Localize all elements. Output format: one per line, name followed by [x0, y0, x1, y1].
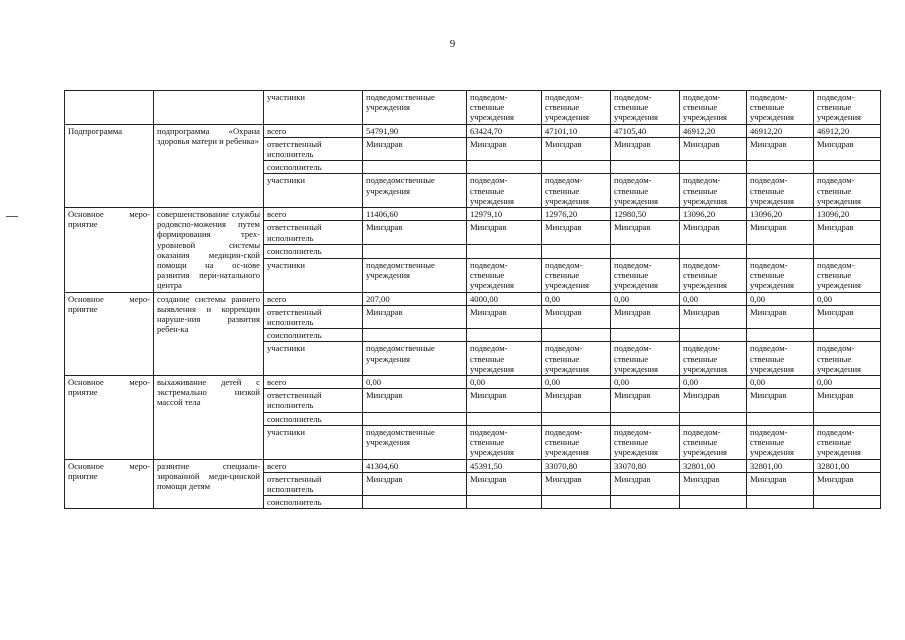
type-cell	[65, 91, 154, 125]
value-cell: 207,00	[363, 292, 467, 305]
table-row	[65, 292, 881, 305]
value-cell: подведом-ственные учреждения	[467, 342, 542, 376]
value-cell: Минздрав	[747, 137, 814, 160]
role-cell: всего	[264, 208, 363, 221]
role-cell: соисполнитель	[264, 412, 363, 425]
value-cell: Минздрав	[542, 221, 611, 245]
value-cell	[814, 161, 881, 174]
value-cell: Минздрав	[467, 221, 542, 245]
role-cell: участники	[264, 342, 363, 376]
page-number: 9	[449, 38, 456, 50]
value-cell: подведом-ственные учреждения	[814, 425, 881, 459]
value-cell: подведом-ственные учреждения	[611, 258, 680, 292]
value-cell: подведом-ственные учреждения	[680, 91, 747, 125]
value-cell	[363, 161, 467, 174]
value-cell: 0,00	[611, 292, 680, 305]
value-cell: подведом-ственные учреждения	[680, 174, 747, 208]
type-cell: Основное меро-приятие	[65, 292, 154, 375]
value-cell: Минздрав	[814, 221, 881, 245]
value-cell: подведом-ственные учреждения	[814, 342, 881, 376]
value-cell: подведом-ственные учреждения	[542, 91, 611, 125]
value-cell: 12980,50	[611, 208, 680, 221]
value-cell: подведом-ственные учреждения	[611, 425, 680, 459]
role-cell: соисполнитель	[264, 245, 363, 258]
value-cell: 46912,20	[680, 124, 747, 137]
name-cell: развитие специали-зированной меди-цинской помощи детям	[154, 459, 264, 509]
value-cell: Минздрав	[747, 472, 814, 495]
value-cell	[611, 329, 680, 342]
value-cell: 32801,00	[814, 459, 881, 472]
value-cell: подведом-ственные учреждения	[467, 258, 542, 292]
value-cell: 32801,00	[680, 459, 747, 472]
value-cell: 54791,90	[363, 124, 467, 137]
name-cell: создание системы раннего выявления и коррекции наруше-ния развития ребен-ка	[154, 292, 264, 375]
value-cell: Минздрав	[467, 305, 542, 328]
value-cell	[363, 496, 467, 509]
value-cell: 0,00	[680, 376, 747, 389]
value-cell: подведом-ственные учреждения	[542, 342, 611, 376]
value-cell: Минздрав	[747, 221, 814, 245]
value-cell: подведом-ственные учреждения	[814, 258, 881, 292]
value-cell	[747, 245, 814, 258]
value-cell	[814, 329, 881, 342]
value-cell: подведом-ственные учреждения	[542, 425, 611, 459]
table-row	[65, 376, 881, 389]
value-cell: Минздрав	[542, 389, 611, 412]
value-cell	[611, 412, 680, 425]
value-cell: подведомственные учреждения	[363, 425, 467, 459]
value-cell	[363, 329, 467, 342]
value-cell: 0,00	[467, 376, 542, 389]
program-table	[64, 90, 881, 509]
value-cell: 0,00	[747, 376, 814, 389]
value-cell: Минздрав	[680, 221, 747, 245]
value-cell: Минздрав	[363, 305, 467, 328]
type-cell: Основное меро-приятие	[65, 376, 154, 459]
value-cell: Минздрав	[611, 472, 680, 495]
value-cell: 41304,60	[363, 459, 467, 472]
value-cell: Минздрав	[814, 389, 881, 412]
value-cell	[467, 161, 542, 174]
value-cell: Минздрав	[747, 389, 814, 412]
value-cell: Минздрав	[467, 472, 542, 495]
value-cell: подведомственные учреждения	[363, 258, 467, 292]
role-cell: участники	[264, 258, 363, 292]
role-cell: участники	[264, 174, 363, 208]
role-cell: всего	[264, 292, 363, 305]
value-cell: подведом-ственные учреждения	[814, 174, 881, 208]
value-cell	[747, 412, 814, 425]
role-cell: ответственный исполнитель	[264, 305, 363, 328]
value-cell: 33070,80	[611, 459, 680, 472]
value-cell	[680, 245, 747, 258]
value-cell	[542, 161, 611, 174]
value-cell	[814, 496, 881, 509]
role-cell: ответственный исполнитель	[264, 472, 363, 495]
value-cell: Минздрав	[542, 305, 611, 328]
value-cell	[611, 245, 680, 258]
type-cell: Основное меро-приятие	[65, 208, 154, 293]
role-cell: соисполнитель	[264, 496, 363, 509]
value-cell	[680, 412, 747, 425]
value-cell	[747, 329, 814, 342]
type-cell: Основное меро-приятие	[65, 459, 154, 509]
value-cell	[814, 412, 881, 425]
value-cell	[467, 412, 542, 425]
value-cell	[467, 329, 542, 342]
value-cell: 0,00	[747, 292, 814, 305]
value-cell: подведом-ственные учреждения	[747, 174, 814, 208]
value-cell: 12976,20	[542, 208, 611, 221]
value-cell: подведомственные учреждения	[363, 91, 467, 125]
value-cell: Минздрав	[814, 305, 881, 328]
role-cell: ответственный исполнитель	[264, 389, 363, 412]
value-cell: Минздрав	[814, 137, 881, 160]
value-cell: Минздрав	[611, 221, 680, 245]
value-cell: подведомственные учреждения	[363, 174, 467, 208]
role-cell: ответственный исполнитель	[264, 137, 363, 160]
value-cell: 0,00	[611, 376, 680, 389]
value-cell	[680, 496, 747, 509]
value-cell: Минздрав	[467, 389, 542, 412]
value-cell	[542, 329, 611, 342]
table-row	[65, 124, 881, 137]
value-cell: 32801,00	[747, 459, 814, 472]
value-cell	[611, 161, 680, 174]
value-cell	[747, 496, 814, 509]
value-cell: подведом-ственные учреждения	[542, 258, 611, 292]
value-cell: подведом-ственные учреждения	[680, 342, 747, 376]
value-cell: 4000,00	[467, 292, 542, 305]
table-row	[65, 459, 881, 472]
value-cell: Минздрав	[542, 137, 611, 160]
role-cell: соисполнитель	[264, 329, 363, 342]
value-cell: 0,00	[680, 292, 747, 305]
value-cell: 13096,20	[747, 208, 814, 221]
value-cell	[747, 161, 814, 174]
value-cell: 33070,80	[542, 459, 611, 472]
value-cell	[467, 496, 542, 509]
value-cell: 11406,60	[363, 208, 467, 221]
role-cell: всего	[264, 376, 363, 389]
value-cell: подведом-ственные учреждения	[747, 91, 814, 125]
value-cell: подведом-ственные учреждения	[680, 258, 747, 292]
table-row	[65, 208, 881, 221]
value-cell: подведом-ственные учреждения	[611, 91, 680, 125]
value-cell: 0,00	[542, 292, 611, 305]
value-cell	[363, 245, 467, 258]
value-cell: подведом-ственные учреждения	[611, 174, 680, 208]
value-cell: Минздрав	[814, 472, 881, 495]
continuation-row	[65, 91, 881, 125]
value-cell: 45391,50	[467, 459, 542, 472]
value-cell: подведом-ственные учреждения	[680, 425, 747, 459]
value-cell	[542, 496, 611, 509]
value-cell	[680, 161, 747, 174]
value-cell	[542, 412, 611, 425]
value-cell: 46912,20	[747, 124, 814, 137]
value-cell: 63424,70	[467, 124, 542, 137]
value-cell: подведом-ственные учреждения	[747, 425, 814, 459]
value-cell: Минздрав	[363, 221, 467, 245]
name-cell: выхаживание детей с экстремально низкой массой тела	[154, 376, 264, 459]
role-cell: участники	[264, 425, 363, 459]
value-cell: Минздрав	[611, 137, 680, 160]
value-cell: подведом-ственные учреждения	[747, 258, 814, 292]
value-cell: Минздрав	[363, 389, 467, 412]
value-cell: подведом-ственные учреждения	[611, 342, 680, 376]
value-cell	[542, 245, 611, 258]
value-cell: 47105,40	[611, 124, 680, 137]
value-cell: подведом-ственные учреждения	[814, 91, 881, 125]
value-cell: Минздрав	[680, 137, 747, 160]
value-cell	[467, 245, 542, 258]
value-cell	[680, 329, 747, 342]
value-cell: 13096,20	[680, 208, 747, 221]
value-cell: подведом-ственные учреждения	[467, 425, 542, 459]
name-cell	[154, 91, 264, 125]
role-cell: всего	[264, 459, 363, 472]
role-cell: соисполнитель	[264, 161, 363, 174]
value-cell: 0,00	[542, 376, 611, 389]
value-cell	[814, 245, 881, 258]
value-cell: Минздрав	[542, 472, 611, 495]
margin-mark	[6, 216, 18, 217]
value-cell: подведомственные учреждения	[363, 342, 467, 376]
value-cell: 46912,20	[814, 124, 881, 137]
value-cell: Минздрав	[467, 137, 542, 160]
role-cell: всего	[264, 124, 363, 137]
value-cell: подведом-ственные учреждения	[467, 91, 542, 125]
role-cell: ответственный исполнитель	[264, 221, 363, 245]
value-cell: 47101,10	[542, 124, 611, 137]
value-cell: 0,00	[363, 376, 467, 389]
type-cell: Подпрограмма	[65, 124, 154, 207]
value-cell: Минздрав	[363, 472, 467, 495]
value-cell: Минздрав	[680, 472, 747, 495]
value-cell: 13096,20	[814, 208, 881, 221]
value-cell: Минздрав	[611, 389, 680, 412]
value-cell: 0,00	[814, 292, 881, 305]
value-cell: 0,00	[814, 376, 881, 389]
value-cell: Минздрав	[680, 389, 747, 412]
value-cell: 12979,10	[467, 208, 542, 221]
value-cell: Минздрав	[680, 305, 747, 328]
value-cell: подведом-ственные учреждения	[467, 174, 542, 208]
name-cell: подпрограмма «Охрана здоровья матери и ребенка»	[154, 124, 264, 207]
value-cell: Минздрав	[363, 137, 467, 160]
value-cell	[363, 412, 467, 425]
value-cell: подведом-ственные учреждения	[542, 174, 611, 208]
name-cell: совершенствование службы родовспо-можения путем формирования трех-уровневой системы оказания медицин-ской помощи на ос-нове развития пери-натального центра	[154, 208, 264, 293]
value-cell: Минздрав	[747, 305, 814, 328]
value-cell: подведом-ственные учреждения	[747, 342, 814, 376]
value-cell	[611, 496, 680, 509]
value-cell: Минздрав	[611, 305, 680, 328]
role-cell: участники	[264, 91, 363, 125]
